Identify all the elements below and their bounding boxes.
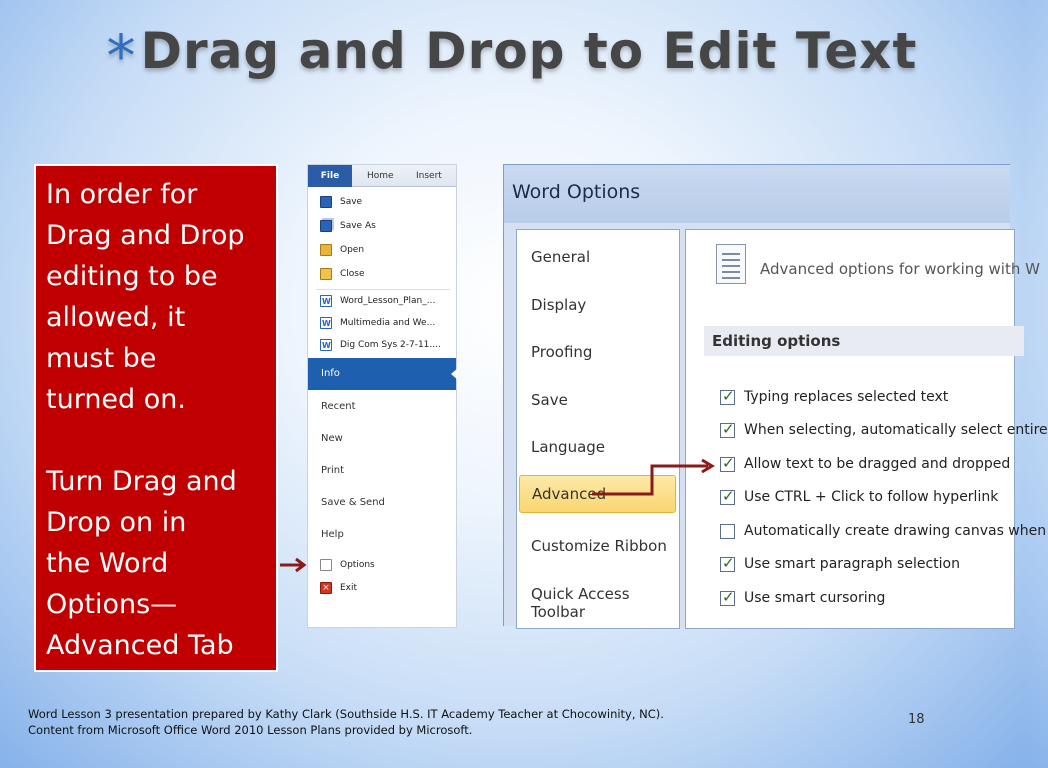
close-folder-icon: [320, 268, 332, 280]
instruction-paragraph-2: Turn Drag and Drop on in the Word Options— Advanced Tab: [46, 466, 237, 661]
recent-doc-3-label: Dig Com Sys 2-7-11....: [340, 340, 441, 350]
file-menu-options-label: Options: [340, 560, 375, 570]
category-language[interactable]: Language: [531, 438, 606, 456]
word-document-icon: [320, 317, 332, 329]
option-label: When selecting, automatically select entire: [744, 422, 1048, 438]
option-label: Use smart paragraph selection: [744, 556, 960, 572]
category-display[interactable]: Display: [531, 296, 587, 314]
file-menu-save-as-label: Save As: [340, 221, 376, 231]
recent-doc-1-label: Word_Lesson_Plan_...: [340, 296, 436, 306]
checkbox[interactable]: [720, 557, 735, 572]
slide-footer: Word Lesson 3 presentation prepared by Kathy Clark (Southside H.S. IT Academy Teacher at Chocowinity, NC). Content from Microsoft Office Word 2010 Lesson Plans provided by Microsoft.: [28, 707, 664, 737]
editing-options-header: Editing options: [704, 326, 1024, 356]
option-drawing-canvas[interactable]: [720, 520, 1046, 542]
title-bullet-star: *: [106, 22, 137, 90]
slide-page-number: 18: [908, 712, 925, 727]
option-ctrl-click-hyperlink[interactable]: [720, 486, 998, 508]
tab-file[interactable]: File: [308, 165, 352, 187]
options-category-list: [516, 229, 680, 629]
category-quick-access-toolbar[interactable]: Quick Access Toolbar: [531, 585, 630, 621]
file-menu-new[interactable]: New: [321, 433, 343, 444]
options-document-icon: [320, 559, 332, 571]
save-as-icon: [320, 220, 332, 232]
option-label: Use CTRL + Click to follow hyperlink: [744, 489, 999, 505]
category-save[interactable]: Save: [531, 391, 568, 409]
recent-doc-2[interactable]: [320, 314, 435, 332]
file-menu-exit-label: Exit: [340, 583, 358, 593]
word-document-icon: [320, 295, 332, 307]
arrow-to-options-icon: [278, 556, 310, 574]
category-advanced[interactable]: Advanced: [519, 475, 676, 513]
file-menu-open[interactable]: [320, 241, 364, 259]
recent-doc-2-label: Multimedia and We...: [340, 318, 436, 328]
instruction-box: [34, 164, 278, 672]
file-menu-panel: [307, 164, 457, 628]
option-label: Automatically create drawing canvas when: [744, 523, 1047, 539]
checkbox[interactable]: [720, 490, 735, 505]
category-proofing[interactable]: Proofing: [531, 343, 593, 361]
file-menu-open-label: Open: [340, 245, 365, 255]
tab-insert[interactable]: Insert: [416, 171, 442, 181]
file-menu-save-label: Save: [340, 197, 363, 207]
option-select-entire-word[interactable]: [720, 419, 1048, 441]
option-typing-replaces[interactable]: [720, 386, 948, 408]
checkbox[interactable]: [720, 390, 735, 405]
file-menu-save[interactable]: [320, 193, 362, 211]
category-general[interactable]: General: [531, 248, 591, 266]
slide-title: [0, 22, 1024, 90]
file-menu-recent[interactable]: Recent: [321, 401, 356, 412]
option-label: Use smart cursoring: [744, 590, 886, 606]
file-menu-options[interactable]: [320, 556, 375, 574]
option-smart-paragraph[interactable]: [720, 553, 960, 575]
option-label: Allow text to be dragged and dropped: [744, 456, 1011, 472]
option-label: Typing replaces selected text: [744, 389, 949, 405]
file-menu-print[interactable]: Print: [321, 465, 345, 476]
open-folder-icon: [320, 244, 332, 256]
tab-home[interactable]: Home: [367, 171, 394, 181]
advanced-options-icon: [716, 244, 746, 284]
slide-title-text: Drag and Drop to Edit Text: [140, 22, 918, 80]
advanced-options-heading: Advanced options for working with W: [760, 260, 1040, 278]
file-menu-help[interactable]: Help: [321, 529, 344, 540]
file-menu-close[interactable]: [320, 265, 365, 283]
checkbox[interactable]: [720, 457, 735, 472]
file-menu-info[interactable]: Info: [308, 358, 456, 390]
exit-x-icon: ×: [320, 582, 332, 594]
file-menu-save-send[interactable]: Save & Send: [321, 497, 385, 508]
checkbox[interactable]: [720, 524, 735, 539]
file-menu-close-label: Close: [340, 269, 365, 279]
word-options-window: [503, 164, 1048, 626]
option-smart-cursoring[interactable]: [720, 587, 885, 609]
file-menu-save-as[interactable]: [320, 217, 376, 235]
option-drag-and-drop[interactable]: [720, 453, 1010, 475]
word-options-title: Word Options: [504, 165, 1010, 223]
instruction-paragraph-1: In order for Drag and Drop editing to be allowed, it must be turned on.: [46, 179, 245, 415]
arrow-to-drag-option-icon: [590, 458, 720, 502]
recent-doc-3[interactable]: [320, 336, 441, 354]
file-menu-exit[interactable]: [320, 579, 357, 597]
save-icon: [320, 196, 332, 208]
ribbon-tabs: [308, 165, 456, 187]
menu-divider: [316, 289, 450, 290]
word-document-icon: [320, 339, 332, 351]
recent-doc-1[interactable]: [320, 292, 435, 310]
advanced-options-pane: [685, 229, 1048, 629]
checkbox[interactable]: [720, 423, 735, 438]
category-customize-ribbon[interactable]: Customize Ribbon: [531, 537, 667, 555]
checkbox[interactable]: [720, 591, 735, 606]
